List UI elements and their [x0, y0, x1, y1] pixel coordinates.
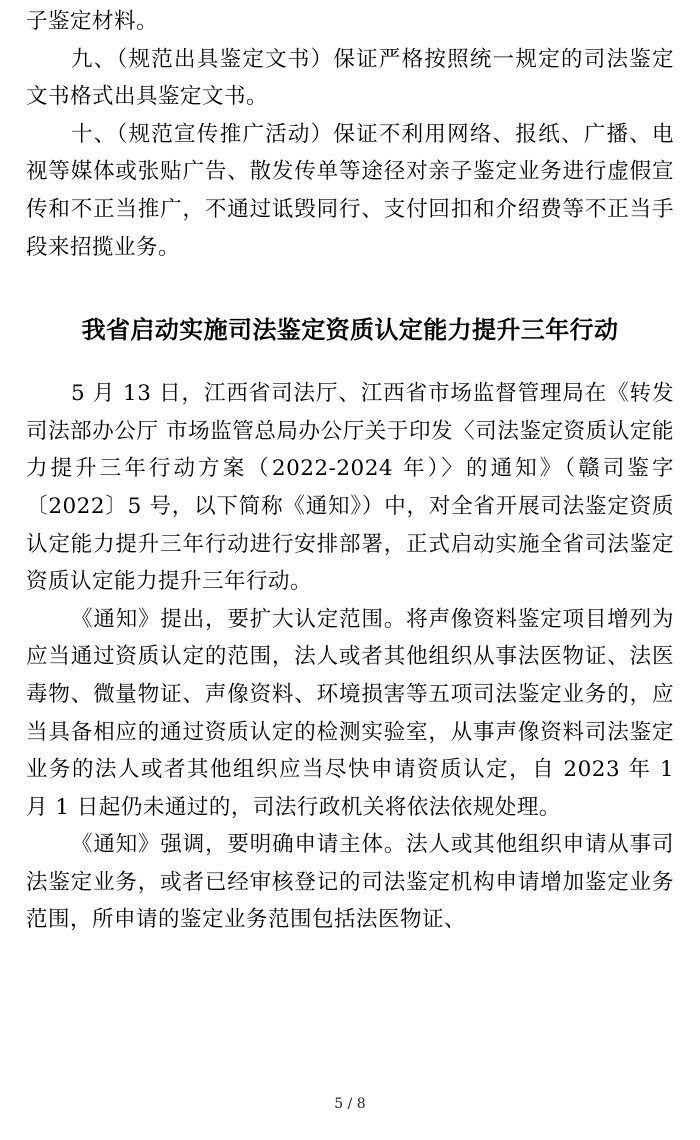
rule-item-9: 九、（规范出具鉴定文书）保证严格按照统一规定的司法鉴定文书格式出具鉴定文书。	[26, 46, 674, 110]
body-paragraph-3: 《通知》强调，要明确申请主体。法人或其他组织申请从事司法鉴定业务，或者已经审核登记的司法鉴定机构申请增加鉴定业务范围，所申请的鉴定业务范围包括法医物证、	[26, 832, 674, 933]
section-heading: 我省启动实施司法鉴定资质认定能力提升三年行动	[81, 316, 619, 345]
body-paragraph-2: 《通知》提出，要扩大认定范围。将声像资料鉴定项目增列为应当通过资质认定的范围，法人或者其他组织从事法医物证、法医毒物、微量物证、声像资料、环境损害等五项司法鉴定业务的，应当具备相应的通过资质认定的检测实验室，从事声像资料司法鉴定业务的法人或者其他组织应当尽快申请资质认定，自 2023 年 1 月 1 日起仍未通过的，司法行政机关将依法依规处理。	[26, 606, 674, 820]
continuation-paragraph: 子鉴定材料。	[26, 9, 159, 34]
page-number: 5 / 8	[334, 1096, 366, 1112]
body-paragraph-1: 5 月 13 日，江西省司法厅、江西省市场监督管理局在《转发司法部办公厅 市场监管总局办公厅关于印发〈司法鉴定资质认定能力提升三年行动方案（2022-2024 年）〉的通知》（赣司鉴字〔2022〕5 号，以下简称《通知》）中，对全省开展司法鉴定资质认定能力提升三年行动进行安排部署，正式启动实施全省司法鉴定资质认定能力提升三年行动。	[26, 381, 674, 595]
rule-item-10: 十、（规范宣传推广活动）保证不利用网络、报纸、广播、电视等媒体或张贴广告、散发传单等途径对亲子鉴定业务进行虚假宣传和不正当推广，不通过诋毁同行、支付回扣和介绍费等不正当手段来招揽业务。	[26, 121, 674, 260]
document-page	[26, 0, 674, 939]
